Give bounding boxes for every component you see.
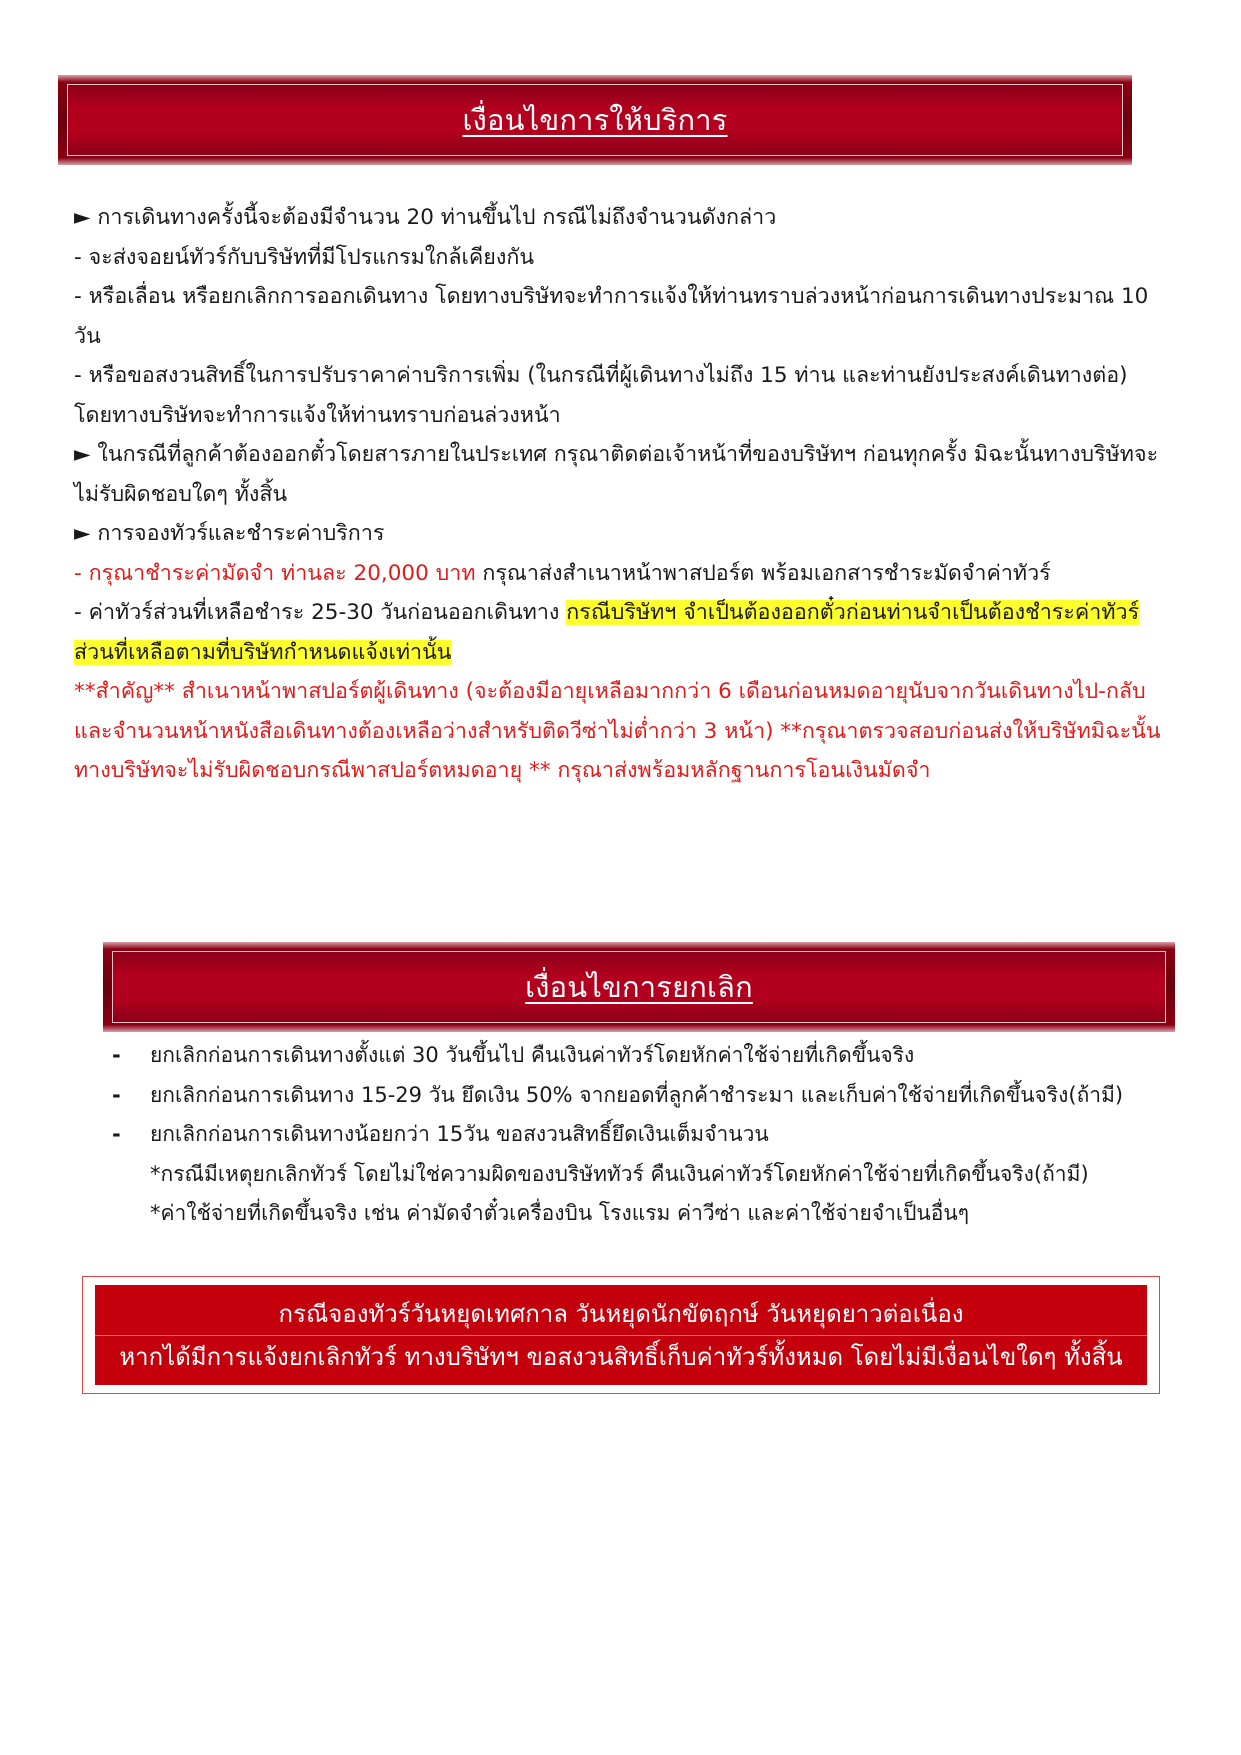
cancellation-note: *กรณีมีเหตุยกเลิกทัวร์ โดยไม่ใช่ความผิดของบริษัททัวร์ คืนเงินค่าทัวร์โดยหักค่าใช้จ่ายที่เกิดขึ้นจริง(ถ้ามี) [150, 1161, 1089, 1186]
holiday-notice-line1: กรณีจองทัวร์วันหยุดเทศกาล วันหยุดนักขัตฤกษ์ วันหยุดยาวต่อเนื่อง [95, 1293, 1147, 1336]
important-passport-note: **สำคัญ** สำเนาหน้าพาสปอร์ตผู้เดินทาง (จะต้องมีอายุเหลือมากกว่า 6 เดือนก่อนหมดอายุนับจากวันเดินทางไป-กลับและจำนวนหน้าหนังสือเดินทางต้องเหลือว่างสำหรับติดวีซ่าไม่ต่ำกว่า 3 หน้า) **กรุณาตรวจสอบก่อนส่งให้บริษัทมิฉะนั้นทางบริษัทจะไม่รับผิดชอบกรณีพาสปอร์ตหมดอายุ ** กรุณาส่งพร้อมหลักฐานการโอนเงินมัดจำ [74, 679, 1161, 783]
condition-line: ► การเดินทางครั้งนี้จะต้องมีจำนวน 20 ท่านขึ้นไป กรณีไม่ถึงจำนวนดังกล่าว [74, 205, 777, 230]
cancellation-item: ยกเลิกก่อนการเดินทางตั้งแต่ 30 วันขึ้นไป คืนเงินค่าทัวร์โดยหักค่าใช้จ่ายที่เกิดขึ้นจริง [150, 1043, 915, 1067]
list-item [112, 1036, 1172, 1076]
condition-line: ► การจองทัวร์และชำระค่าบริการ [74, 521, 385, 546]
condition-line: - จะส่งจอยน์ทัวร์กับบริษัทที่มีโปรแกรมใกล้เคียงกัน [74, 244, 535, 270]
service-conditions-title: เงื่อนไขการให้บริการ [462, 103, 728, 137]
deposit-line [74, 554, 1168, 594]
cancellation-banner-inner [112, 951, 1166, 1023]
service-conditions-banner [58, 75, 1132, 165]
service-conditions-body [74, 198, 1168, 791]
balance-line [74, 593, 1168, 672]
list-item [112, 1115, 1172, 1155]
holiday-notice [95, 1285, 1147, 1385]
balance-highlight: กรณีบริษัทฯ จำเป็นต้องออกตั๋วก่อนท่านจำเป็นต้องชำระค่าทัวร์ส่วนที่เหลือตามที่บริษัทกำหนดแจ้งเท่านั้น [74, 600, 1140, 665]
condition-line: - หรือขอสงวนสิทธิ์ในการปรับราคาค่าบริการเพิ่ม (ในกรณีที่ผู้เดินทางไม่ถึง 15 ท่าน และท่านยังประสงค์เดินทางต่อ) โดยทางบริษัทจะทำการแจ้งให้ท่านทราบก่อนล่วงหน้า [74, 363, 1128, 428]
condition-line: - หรือเลื่อน หรือยกเลิกการออกเดินทาง โดยทางบริษัทจะทำการแจ้งให้ท่านทราบล่วงหน้าก่อนการเดินทางประมาณ 10 วัน [74, 284, 1149, 349]
holiday-notice-box [82, 1276, 1160, 1394]
condition-line: ► ในกรณีที่ลูกค้าต้องออกตั๋วโดยสารภายในประเทศ กรุณาติดต่อเจ้าหน้าที่ของบริษัทฯ ก่อนทุกครั้ง มิฉะนั้นทางบริษัทจะไม่รับผิดชอบใดๆ ทั้งสิ้น [74, 442, 1159, 507]
bullet-dash: - [112, 1122, 121, 1146]
deposit-instructions: กรุณาส่งสำเนาหน้าพาสปอร์ต พร้อมเอกสารชำระมัดจำค่าทัวร์ [475, 560, 1051, 586]
cancellation-item: ยกเลิกก่อนการเดินทางน้อยกว่า 15วัน ขอสงวนสิทธิ์ยึดเงินเต็มจำนวน [150, 1122, 769, 1146]
cancellation-item: ยกเลิกก่อนการเดินทาง 15-29 วัน ยึดเงิน 50% จากยอดที่ลูกค้าชำระมา และเก็บค่าใช้จ่ายที่เกิดขึ้นจริง(ถ้ามี) [150, 1082, 1124, 1107]
service-conditions-banner-inner [67, 84, 1123, 156]
cancellation-title: เงื่อนไขการยกเลิก [525, 970, 753, 1004]
bullet-dash: - [112, 1082, 121, 1107]
cancellation-note: *ค่าใช้จ่ายที่เกิดขึ้นจริง เช่น ค่ามัดจำตั๋วเครื่องบิน โรงแรม ค่าวีซ่า และค่าใช้จ่ายจำเป็นอื่นๆ [150, 1201, 970, 1225]
cancellation-banner [103, 942, 1175, 1032]
cancellation-list [112, 1036, 1172, 1234]
list-item [112, 1076, 1172, 1116]
holiday-notice-line2: หากได้มีการแจ้งยกเลิกทัวร์ ทางบริษัทฯ ขอสงวนสิทธิ์เก็บค่าทัวร์ทั้งหมด โดยไม่มีเงื่อนไขใดๆ ทั้งสิ้น [119, 1342, 1123, 1371]
deposit-amount: - กรุณาชำระค่ามัดจำ ท่านละ 20,000 บาท [74, 560, 476, 586]
balance-terms: - ค่าทัวร์ส่วนที่เหลือชำระ 25-30 วันก่อนออกเดินทาง [74, 600, 567, 625]
bullet-dash: - [112, 1043, 121, 1067]
